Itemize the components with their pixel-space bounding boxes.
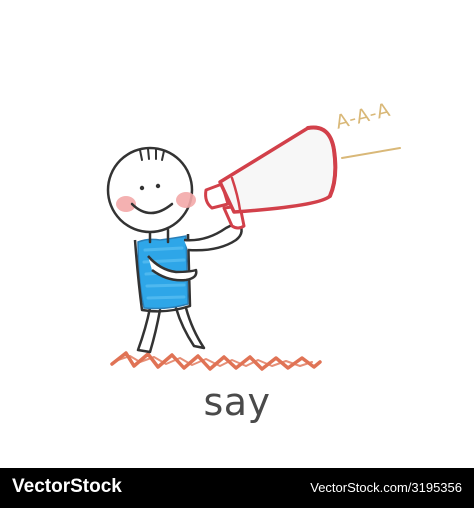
head xyxy=(108,148,192,232)
left-leg xyxy=(138,308,160,352)
sound-text: A-A-A xyxy=(333,98,394,134)
image-credit: VectorStock.com/3195356 xyxy=(310,480,462,495)
left-eye xyxy=(140,186,144,190)
right-cheek xyxy=(176,192,196,208)
right-leg xyxy=(176,308,204,348)
caption: say xyxy=(203,380,271,424)
sound-underline xyxy=(342,148,400,158)
right-eye xyxy=(156,184,160,188)
brand-logo[interactable]: VectorStock xyxy=(12,476,122,497)
footer-bar xyxy=(0,468,474,508)
